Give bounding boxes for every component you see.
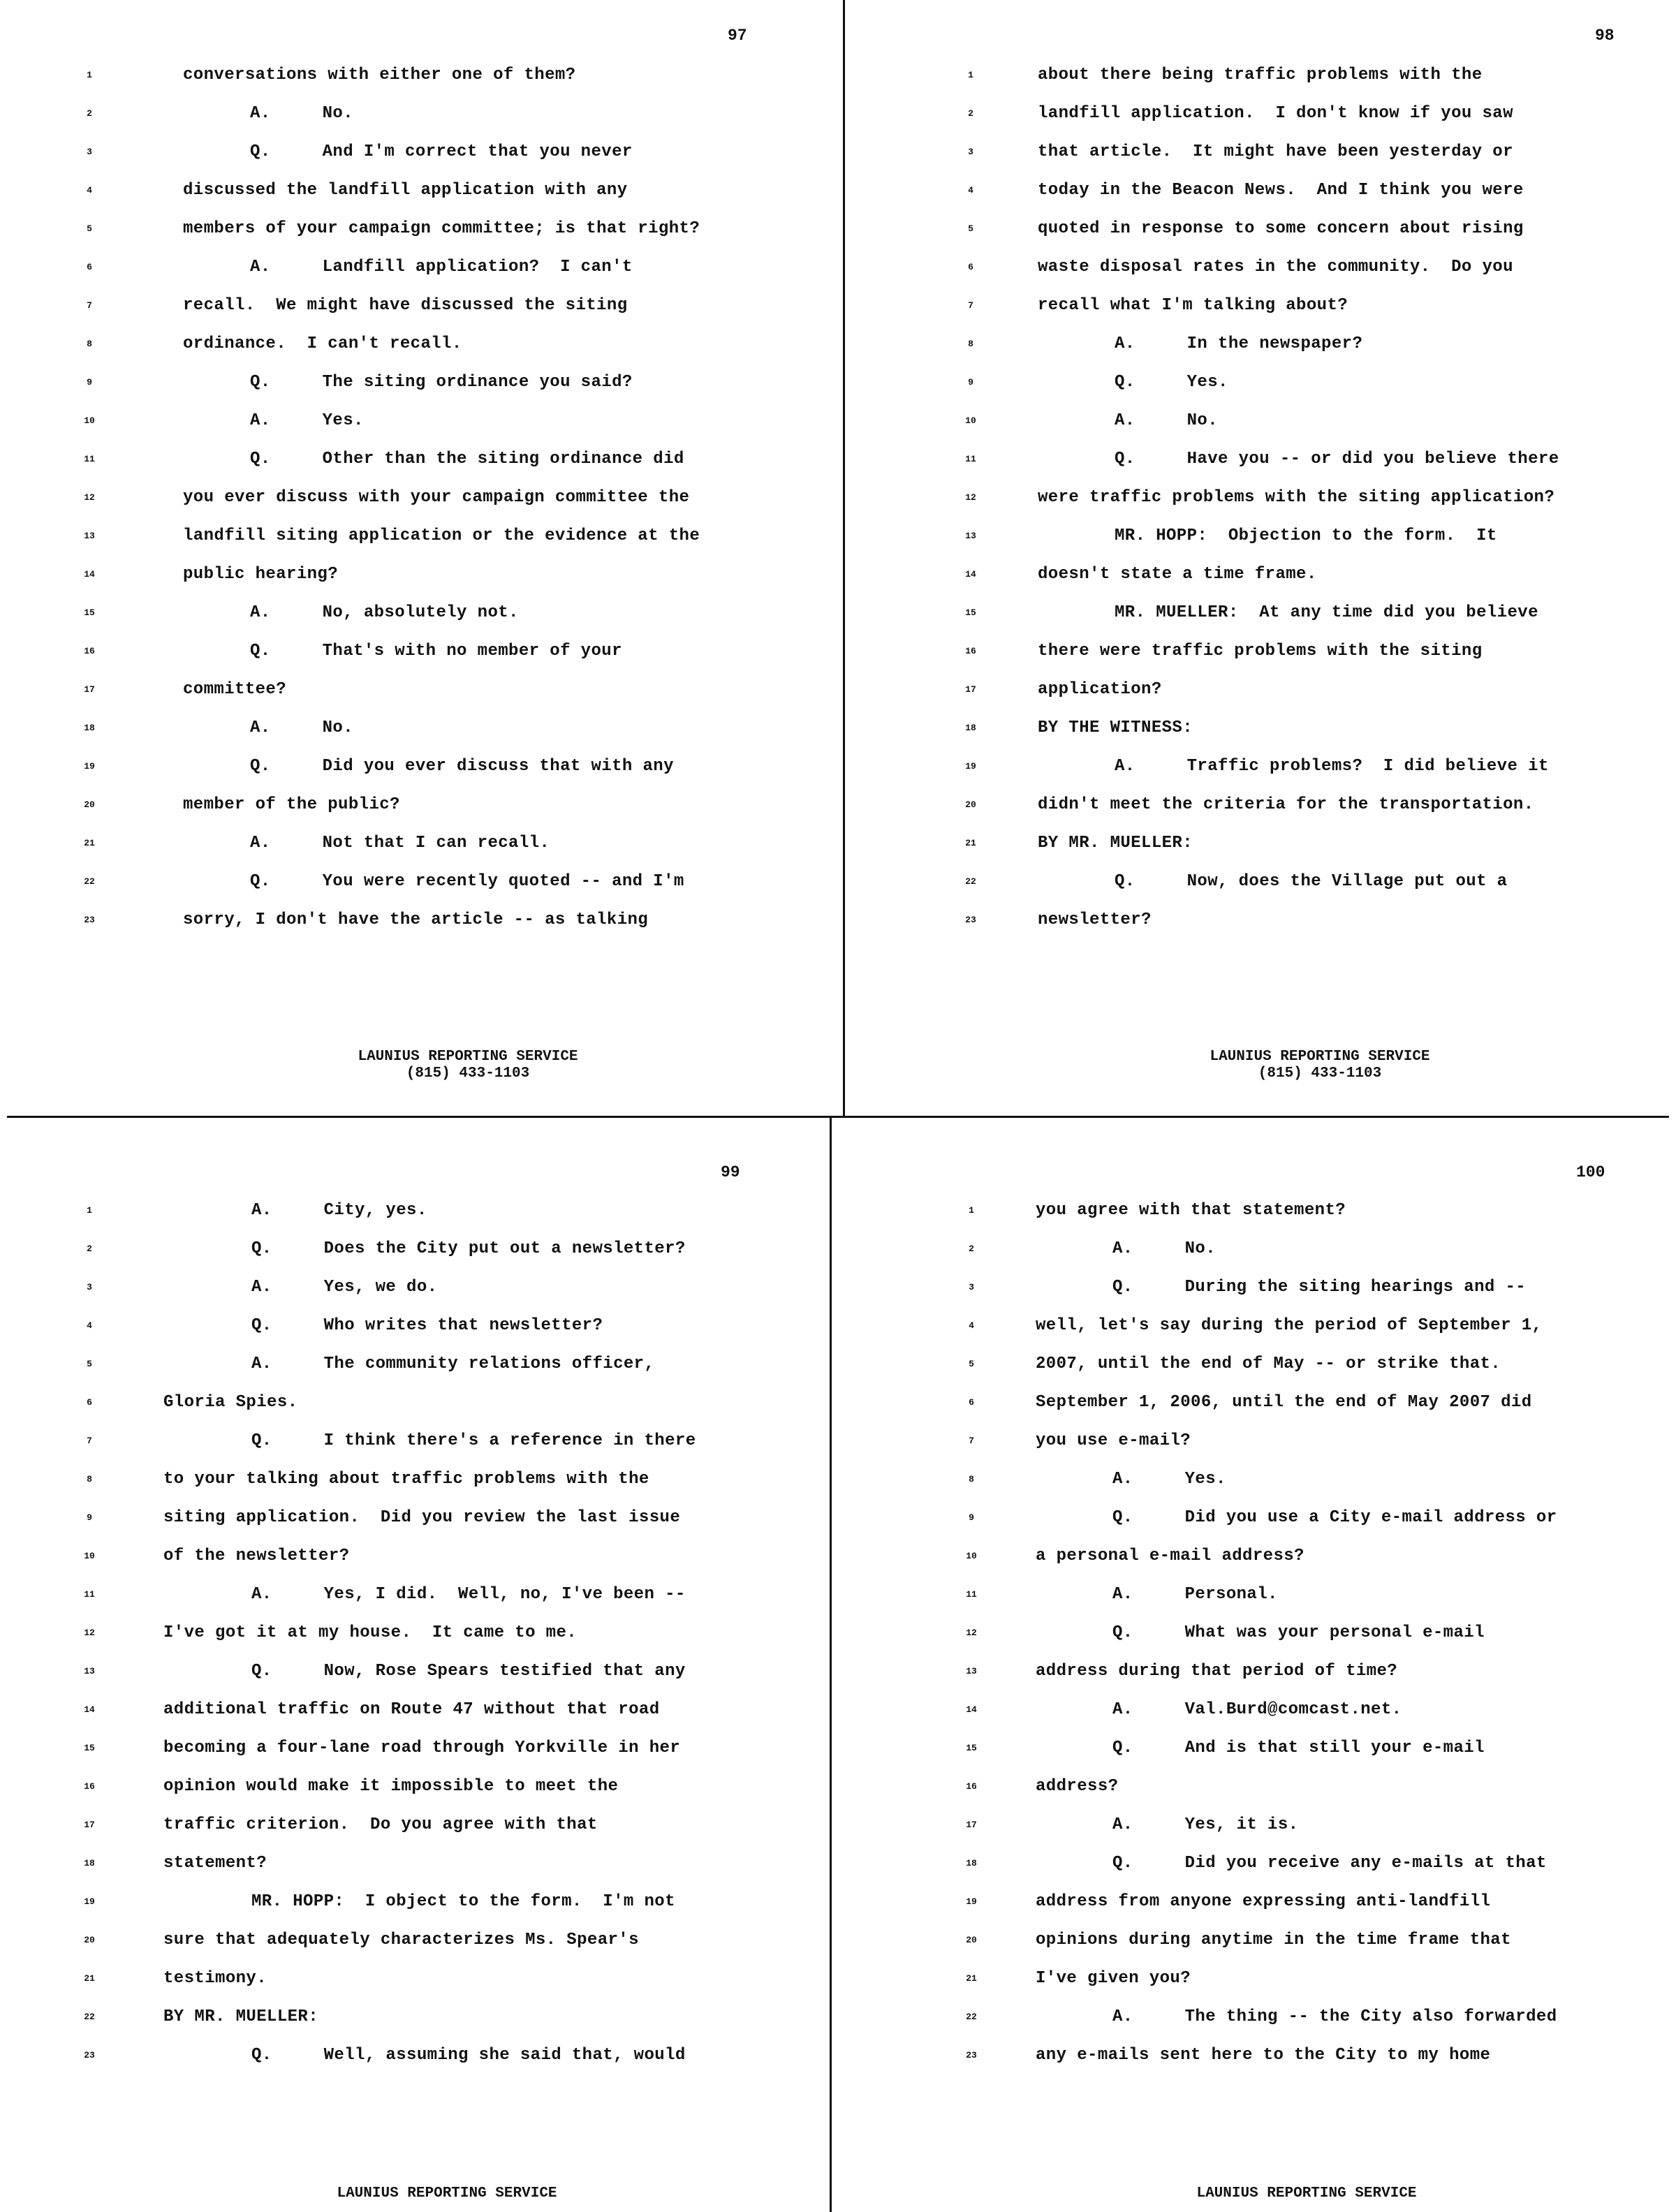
line-number: 23 xyxy=(965,915,976,925)
transcript-line xyxy=(0,2000,830,2038)
line-text: today in the Beacon News. And I think you were xyxy=(1038,181,1524,200)
line-text: Q. Did you use a City e-mail address or xyxy=(1112,1508,1557,1527)
line-text: Q. And I'm correct that you never xyxy=(250,142,633,161)
transcript-line xyxy=(845,174,1676,212)
page-number: 99 xyxy=(721,1163,740,1181)
transcript-line xyxy=(832,1386,1676,1424)
line-number: 3 xyxy=(87,1282,92,1292)
line-text: well, let's say during the period of September 1, xyxy=(1036,1316,1543,1335)
line-number: 23 xyxy=(84,915,95,925)
transcript-line xyxy=(0,1770,830,1808)
line-number: 1 xyxy=(968,70,973,80)
transcript-line xyxy=(0,865,838,903)
line-number: 1 xyxy=(87,1205,92,1216)
line-text: Q. Who writes that newsletter? xyxy=(251,1316,603,1335)
line-number: 22 xyxy=(84,876,95,887)
line-number: 14 xyxy=(965,569,976,580)
line-number: 12 xyxy=(84,492,95,503)
line-text: that article. It might have been yesterday or xyxy=(1038,142,1513,161)
page-footer xyxy=(293,1049,642,1082)
transcript-line xyxy=(832,1540,1676,1577)
transcript-line xyxy=(0,174,838,212)
line-number: 21 xyxy=(84,838,95,848)
line-text: 2007, until the end of May -- or strike that. xyxy=(1036,1355,1501,1373)
transcript-line xyxy=(845,443,1676,480)
line-number: 6 xyxy=(87,1397,92,1408)
reporting-service-phone: (815) 433-1103 xyxy=(1258,1066,1382,1082)
transcript-line xyxy=(0,212,838,250)
transcript-line xyxy=(0,1655,830,1693)
line-number: 14 xyxy=(966,1704,977,1715)
line-text: didn't meet the criteria for the transportation. xyxy=(1038,795,1534,814)
line-number: 21 xyxy=(965,838,976,848)
line-number: 16 xyxy=(965,646,976,656)
line-text: BY MR. MUELLER: xyxy=(1038,834,1193,853)
line-number: 3 xyxy=(969,1282,974,1292)
transcript-line xyxy=(832,1348,1676,1385)
line-text: you use e-mail? xyxy=(1036,1431,1191,1450)
transcript-line xyxy=(832,1924,1676,1961)
line-text: recall what I'm talking about? xyxy=(1038,296,1348,315)
transcript-line xyxy=(0,1309,830,1347)
transcript-line xyxy=(0,1194,830,1232)
line-number: 22 xyxy=(84,2012,95,2022)
transcript-line xyxy=(0,788,838,826)
line-number: 23 xyxy=(84,2050,95,2060)
line-text: Q. The siting ordinance you said? xyxy=(250,373,633,392)
line-number: 15 xyxy=(84,607,95,618)
line-number: 22 xyxy=(966,2012,977,2022)
transcript-line xyxy=(0,750,838,788)
line-text: committee? xyxy=(183,680,287,699)
line-number: 15 xyxy=(966,1743,977,1753)
line-number: 11 xyxy=(84,454,95,464)
line-number: 3 xyxy=(968,147,973,157)
line-text: landfill siting application or the evidence at the xyxy=(183,526,700,545)
line-text: A. Yes, I did. Well, no, I've been -- xyxy=(251,1585,686,1604)
line-number: 15 xyxy=(965,607,976,618)
line-text: Q. Now, Rose Spears testified that any xyxy=(251,1662,686,1681)
line-number: 10 xyxy=(84,1551,95,1561)
line-text: were traffic problems with the siting application? xyxy=(1038,488,1555,507)
transcript-line xyxy=(845,711,1676,749)
line-text: MR. HOPP: Objection to the form. It xyxy=(1115,526,1497,545)
line-text: recall. We might have discussed the siting xyxy=(183,296,628,315)
line-number: 9 xyxy=(968,377,973,388)
transcript-line xyxy=(0,904,838,941)
transcript-line xyxy=(0,596,838,634)
line-number: 17 xyxy=(84,1820,95,1830)
line-text: Q. You were recently quoted -- and I'm xyxy=(250,872,684,891)
line-number: 5 xyxy=(87,1359,92,1369)
line-text: sorry, I don't have the article -- as talking xyxy=(183,910,649,929)
line-number: 1 xyxy=(969,1205,974,1216)
transcript-line xyxy=(0,1386,830,1424)
line-number: 2 xyxy=(87,108,92,119)
line-number: 20 xyxy=(965,799,976,810)
transcript-line xyxy=(0,59,838,96)
line-text: conversations with either one of them? xyxy=(183,66,576,84)
line-number: 18 xyxy=(965,723,976,733)
transcript-line xyxy=(0,1808,830,1846)
transcript-line xyxy=(0,1693,830,1731)
line-text: newsletter? xyxy=(1038,910,1152,929)
line-number: 4 xyxy=(969,1320,974,1331)
line-text: Q. Have you -- or did you believe there xyxy=(1115,450,1559,469)
line-text: members of your campaign committee; is that right? xyxy=(183,219,700,238)
line-text: Q. Did you receive any e-mails at that xyxy=(1112,1854,1547,1873)
transcript-line xyxy=(0,1424,830,1462)
line-number: 4 xyxy=(87,185,92,196)
line-text: BY THE WITNESS: xyxy=(1038,718,1193,737)
line-text: MR. MUELLER: At any time did you believe xyxy=(1115,603,1538,622)
line-text: A. Not that I can recall. xyxy=(250,834,550,853)
line-text: landfill application. I don't know if you saw xyxy=(1038,104,1513,123)
line-number: 14 xyxy=(84,569,95,580)
line-number: 18 xyxy=(84,1858,95,1868)
line-number: 15 xyxy=(84,1743,95,1753)
line-number: 12 xyxy=(965,492,976,503)
line-number: 9 xyxy=(87,377,92,388)
page-footer xyxy=(272,2185,622,2202)
line-number: 13 xyxy=(84,1666,95,1676)
transcript-line xyxy=(0,2039,830,2077)
line-text: A. Yes. xyxy=(250,411,364,430)
line-text: application? xyxy=(1038,680,1162,699)
line-text: Q. That's with no member of your xyxy=(250,642,622,661)
transcript-line xyxy=(0,1885,830,1923)
line-number: 9 xyxy=(969,1512,974,1523)
transcript-line xyxy=(0,673,838,711)
transcript-line xyxy=(832,1578,1676,1616)
line-number: 14 xyxy=(84,1704,95,1715)
transcript-line xyxy=(832,1655,1676,1693)
line-number: 21 xyxy=(84,1973,95,1984)
line-text: waste disposal rates in the community. Do you xyxy=(1038,258,1513,276)
line-text: to your talking about traffic problems with the xyxy=(163,1470,649,1489)
transcript-line xyxy=(845,135,1676,173)
transcript-line xyxy=(845,212,1676,250)
line-text: A. City, yes. xyxy=(251,1201,427,1220)
line-text: public hearing? xyxy=(183,565,339,584)
line-number: 4 xyxy=(87,1320,92,1331)
line-text: there were traffic problems with the siting xyxy=(1038,642,1483,661)
line-text: Q. Other than the siting ordinance did xyxy=(250,450,684,469)
line-text: traffic criterion. Do you agree with that xyxy=(163,1815,598,1834)
line-text: Q. Yes. xyxy=(1115,373,1228,392)
line-text: ordinance. I can't recall. xyxy=(183,334,462,353)
transcript-line xyxy=(845,327,1676,365)
transcript-line xyxy=(0,481,838,519)
line-text: I've given you? xyxy=(1036,1969,1191,1988)
transcript-page-98 xyxy=(845,0,1676,1116)
transcript-line xyxy=(832,1847,1676,1885)
transcript-line xyxy=(845,289,1676,327)
line-number: 7 xyxy=(968,300,973,311)
line-number: 7 xyxy=(87,300,92,311)
transcript-line xyxy=(0,1232,830,1270)
page-footer xyxy=(1132,2185,1481,2202)
transcript-line xyxy=(0,1271,830,1308)
line-text: A. Traffic problems? I did believe it xyxy=(1115,757,1549,776)
transcript-line xyxy=(0,827,838,864)
line-number: 3 xyxy=(87,147,92,157)
line-number: 4 xyxy=(968,185,973,196)
transcript-line xyxy=(0,327,838,365)
transcript-page-100 xyxy=(832,1117,1676,2212)
line-text: Q. I think there's a reference in there xyxy=(251,1431,696,1450)
transcript-line xyxy=(832,1232,1676,1270)
line-number: 18 xyxy=(84,723,95,733)
line-text: additional traffic on Route 47 without that road xyxy=(163,1700,660,1719)
transcript-line xyxy=(0,519,838,557)
line-number: 9 xyxy=(87,1512,92,1523)
line-text: A. No. xyxy=(1115,411,1219,430)
reporting-service-name: LAUNIUS REPORTING SERVICE xyxy=(358,1049,578,1065)
line-text: discussed the landfill application with any xyxy=(183,181,628,200)
transcript-line xyxy=(832,1808,1676,1846)
line-number: 11 xyxy=(965,454,976,464)
page-number: 100 xyxy=(1576,1163,1605,1181)
line-text: Gloria Spies. xyxy=(163,1393,298,1412)
transcript-line xyxy=(845,481,1676,519)
line-text: address from anyone expressing anti-landfill xyxy=(1036,1892,1491,1911)
transcript-line xyxy=(832,2039,1676,2077)
line-text: A. Yes. xyxy=(1112,1470,1226,1489)
line-text: address? xyxy=(1036,1777,1119,1796)
line-number: 10 xyxy=(965,415,976,426)
transcript-line xyxy=(845,59,1676,96)
transcript-line xyxy=(845,788,1676,826)
transcript-line xyxy=(0,404,838,442)
line-number: 13 xyxy=(84,531,95,541)
line-number: 13 xyxy=(965,531,976,541)
line-text: Q. And is that still your e-mail xyxy=(1112,1739,1485,1757)
line-number: 5 xyxy=(968,223,973,234)
line-number: 18 xyxy=(966,1858,977,1868)
line-number: 8 xyxy=(969,1474,974,1484)
line-text: A. No. xyxy=(250,104,354,123)
line-number: 20 xyxy=(84,799,95,810)
line-number: 16 xyxy=(966,1781,977,1792)
line-number: 20 xyxy=(84,1935,95,1945)
transcript-line xyxy=(832,1501,1676,1539)
transcript-line xyxy=(0,1348,830,1385)
line-text: any e-mails sent here to the City to my home xyxy=(1036,2046,1491,2065)
line-number: 6 xyxy=(968,262,973,272)
line-text: A. In the newspaper? xyxy=(1115,334,1363,353)
transcript-line xyxy=(845,519,1676,557)
line-number: 22 xyxy=(965,876,976,887)
line-text: A. Yes, we do. xyxy=(251,1278,438,1297)
transcript-line xyxy=(0,635,838,672)
line-number: 17 xyxy=(84,684,95,695)
transcript-line xyxy=(832,1616,1676,1654)
line-text: Q. Well, assuming she said that, would xyxy=(251,2046,686,2065)
line-number: 17 xyxy=(966,1820,977,1830)
line-text: Q. Does the City put out a newsletter? xyxy=(251,1239,686,1258)
transcript-line xyxy=(0,366,838,404)
line-number: 11 xyxy=(966,1589,977,1600)
line-number: 1 xyxy=(87,70,92,80)
line-text: MR. HOPP: I object to the form. I'm not xyxy=(251,1892,675,1911)
line-number: 16 xyxy=(84,646,95,656)
line-text: I've got it at my house. It came to me. xyxy=(163,1623,578,1642)
page-number: 98 xyxy=(1595,27,1615,45)
transcript-line xyxy=(0,1578,830,1616)
line-text: A. No, absolutely not. xyxy=(250,603,519,622)
transcript-line xyxy=(0,1540,830,1577)
line-text: testimony. xyxy=(163,1969,267,1988)
line-text: member of the public? xyxy=(183,795,400,814)
line-text: statement? xyxy=(163,1854,267,1873)
line-text: A. The thing -- the City also forwarded xyxy=(1112,2007,1557,2026)
transcript-line xyxy=(845,97,1676,135)
page-number: 97 xyxy=(728,27,747,45)
line-number: 19 xyxy=(965,761,976,772)
transcript-line xyxy=(0,1847,830,1885)
transcript-line xyxy=(832,1770,1676,1808)
transcript-line xyxy=(832,1962,1676,2000)
line-number: 6 xyxy=(87,262,92,272)
line-number: 8 xyxy=(968,339,973,349)
transcript-line xyxy=(0,558,838,596)
line-number: 19 xyxy=(84,761,95,772)
line-number: 5 xyxy=(87,223,92,234)
line-text: about there being traffic problems with the xyxy=(1038,66,1483,84)
line-number: 5 xyxy=(969,1359,974,1369)
line-number: 6 xyxy=(969,1397,974,1408)
line-text: a personal e-mail address? xyxy=(1036,1547,1304,1565)
line-number: 2 xyxy=(87,1244,92,1254)
transcript-line xyxy=(832,1693,1676,1731)
line-text: A. Personal. xyxy=(1112,1585,1278,1604)
line-number: 10 xyxy=(966,1551,977,1561)
line-text: A. Val.Burd@comcast.net. xyxy=(1112,1700,1402,1719)
line-text: doesn't state a time frame. xyxy=(1038,565,1317,584)
line-text: of the newsletter? xyxy=(163,1547,350,1565)
transcript-line xyxy=(0,1962,830,2000)
transcript-line xyxy=(845,673,1676,711)
transcript-line xyxy=(845,366,1676,404)
line-text: A. Landfill application? I can't xyxy=(250,258,633,276)
reporting-service-name: LAUNIUS REPORTING SERVICE xyxy=(337,2185,557,2202)
line-text: Q. Now, does the Village put out a xyxy=(1115,872,1508,891)
transcript-line xyxy=(0,1501,830,1539)
transcript-line xyxy=(845,558,1676,596)
line-number: 8 xyxy=(87,1474,92,1484)
transcript-line xyxy=(0,251,838,288)
line-number: 7 xyxy=(87,1436,92,1446)
transcript-line xyxy=(0,1463,830,1501)
transcript-line xyxy=(832,1885,1676,1923)
line-text: opinions during anytime in the time frame that xyxy=(1036,1931,1511,1949)
transcript-line xyxy=(832,1194,1676,1232)
line-text: Q. What was your personal e-mail xyxy=(1112,1623,1485,1642)
line-number: 10 xyxy=(84,415,95,426)
reporting-service-name: LAUNIUS REPORTING SERVICE xyxy=(1210,1049,1430,1065)
transcript-line xyxy=(832,1271,1676,1308)
transcript-line xyxy=(0,443,838,480)
transcript-line xyxy=(832,1732,1676,1769)
transcript-line xyxy=(845,596,1676,634)
transcript-line xyxy=(832,1463,1676,1501)
line-number: 2 xyxy=(968,108,973,119)
transcript-line xyxy=(845,635,1676,672)
line-text: quoted in response to some concern about rising xyxy=(1038,219,1524,238)
line-number: 8 xyxy=(87,339,92,349)
transcript-page-99 xyxy=(0,1117,830,2212)
transcript-line xyxy=(845,750,1676,788)
line-text: Q. During the siting hearings and -- xyxy=(1112,1278,1527,1297)
page-footer xyxy=(1145,1049,1494,1082)
line-number: 23 xyxy=(966,2050,977,2060)
line-text: September 1, 2006, until the end of May 2007 did xyxy=(1036,1393,1532,1412)
transcript-line xyxy=(0,289,838,327)
transcript-line xyxy=(845,904,1676,941)
transcript-line xyxy=(845,251,1676,288)
transcript-line xyxy=(845,827,1676,864)
line-text: A. The community relations officer, xyxy=(251,1355,655,1373)
line-text: becoming a four-lane road through Yorkville in her xyxy=(163,1739,681,1757)
transcript-page-97 xyxy=(0,0,838,1116)
line-number: 12 xyxy=(966,1628,977,1638)
line-text: address during that period of time? xyxy=(1036,1662,1398,1681)
line-number: 11 xyxy=(84,1589,95,1600)
line-number: 16 xyxy=(84,1781,95,1792)
transcript-line xyxy=(832,2000,1676,2038)
reporting-service-phone: (815) 433-1103 xyxy=(406,1066,530,1082)
line-text: A. Yes, it is. xyxy=(1112,1815,1299,1834)
line-text: sure that adequately characterizes Ms. Spear's xyxy=(163,1931,639,1949)
line-text: you ever discuss with your campaign committee the xyxy=(183,488,690,507)
transcript-line xyxy=(0,1924,830,1961)
line-text: opinion would make it impossible to meet the xyxy=(163,1777,619,1796)
line-text: A. No. xyxy=(250,718,354,737)
transcript-line xyxy=(832,1424,1676,1462)
line-text: siting application. Did you review the last issue xyxy=(163,1508,681,1527)
line-number: 2 xyxy=(969,1244,974,1254)
line-number: 13 xyxy=(966,1666,977,1676)
transcript-line xyxy=(0,97,838,135)
transcript-line xyxy=(0,135,838,173)
transcript-line xyxy=(0,1732,830,1769)
line-text: Q. Did you ever discuss that with any xyxy=(250,757,674,776)
transcript-line xyxy=(0,711,838,749)
line-number: 19 xyxy=(966,1896,977,1907)
transcript-line xyxy=(845,865,1676,903)
line-text: BY MR. MUELLER: xyxy=(163,2007,319,2026)
transcript-line xyxy=(845,404,1676,442)
line-number: 20 xyxy=(966,1935,977,1945)
line-number: 12 xyxy=(84,1628,95,1638)
transcript-line xyxy=(832,1309,1676,1347)
line-number: 21 xyxy=(966,1973,977,1984)
line-number: 17 xyxy=(965,684,976,695)
transcript-line xyxy=(0,1616,830,1654)
reporting-service-name: LAUNIUS REPORTING SERVICE xyxy=(1196,2185,1417,2202)
line-text: you agree with that statement? xyxy=(1036,1201,1346,1220)
line-number: 19 xyxy=(84,1896,95,1907)
line-number: 7 xyxy=(969,1436,974,1446)
line-text: A. No. xyxy=(1112,1239,1216,1258)
